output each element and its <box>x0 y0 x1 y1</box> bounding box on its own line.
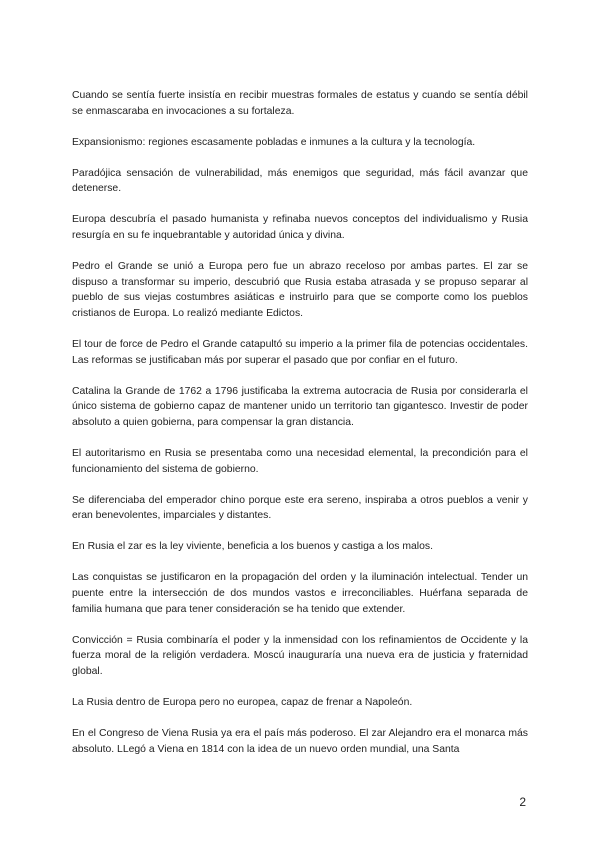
paragraph: Europa descubría el pasado humanista y refinaba nuevos conceptos del individualismo y Rusia resurgía en su fe inquebrantable y autoridad única y divina. <box>72 214 528 242</box>
paragraph: En Rusia el zar es la ley viviente, beneficia a los buenos y castiga a los malos. <box>72 541 433 553</box>
paragraph: El autoritarismo en Rusia se presentaba como una necesidad elemental, la precondición para el funcionamiento del sistema de gobierno. <box>72 448 528 475</box>
paragraph: El tour de force de Pedro el Grande catapultó su imperio a la primer fila de potencias occidentales. Las reformas se justificaban más por superar el pasado que por confiar en el futuro. <box>72 339 528 366</box>
page-number: 2 <box>519 795 526 809</box>
paragraph: La Rusia dentro de Europa pero no europea, capaz de frenar a Napoleón. <box>72 697 413 709</box>
page-body <box>72 88 528 773</box>
paragraph: Expansionismo: regiones escasamente pobladas e inmunes a la cultura y la tecnología. <box>72 136 476 148</box>
paragraph: Cuando se sentía fuerte insistía en recibir muestras formales de estatus y cuando se sentía débil se enmascaraba en invocaciones a su fortaleza. <box>72 90 528 117</box>
paragraph: Las conquistas se justificaron en la propagación del orden y la iluminación intelectual. Tender un puente entre la intersección de dos mundos vastos e irreconciliables. Huérfana separada de familia humana que para tener consideración se ha tenido que extender. <box>72 572 528 615</box>
paragraph: Catalina la Grande de 1762 a 1796 justificaba la extrema autocracia de Rusia por considerarla el único sistema de gobierno capaz de mantener unido un territorio tan gigantesco. Investir de poder absoluto a quien gobierna, para compensar la gran distancia. <box>72 385 528 428</box>
paragraph: En el Congreso de Viena Rusia ya era el país más poderoso. El zar Alejandro era el monarca más absoluto. LLegó a Viena en 1814 con la idea de un nuevo orden mundial, una Santa <box>72 728 528 755</box>
paragraph: Se diferenciaba del emperador chino porque este era sereno, inspiraba a otros pueblos a venir y eran benevolentes, imparciales y distantes. <box>72 494 528 522</box>
paragraph: Convicción = Rusia combinaría el poder y la inmensidad con los refinamientos de Occidente y la fuerza moral de la religión verdadera. Moscú inauguraría una nueva era de justicia y fraternidad global. <box>72 634 528 677</box>
paragraph: Pedro el Grande se unió a Europa pero fue un abrazo receloso por ambas partes. El zar se dispuso a transformar su imperio, descubrió que Rusia estaba atrasada y se propuso separar al pueblo de sus viejas costumbres asiáticas e instruirlo para que se comporte como los pueblos cristianos de Europa. Lo realizó mediante Edictos. <box>72 261 528 319</box>
paragraph: Paradójica sensación de vulnerabilidad, más enemigos que seguridad, más fácil avanzar que detenerse. <box>72 167 528 195</box>
